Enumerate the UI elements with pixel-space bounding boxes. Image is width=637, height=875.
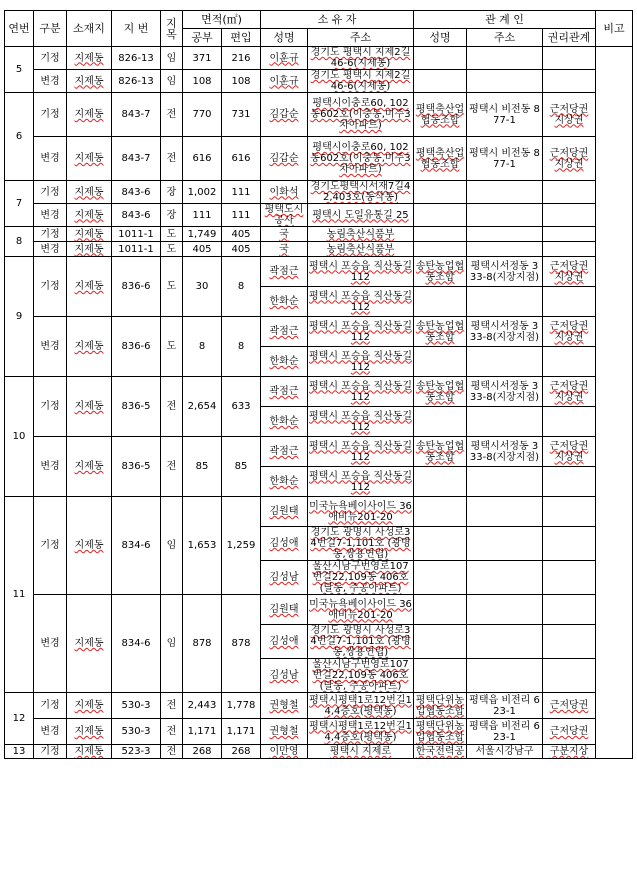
related-address: 평택시 비전동 877-1: [467, 137, 543, 181]
related-address: 평택읍 비전리 623-1: [467, 719, 543, 745]
row-area-official: 1,002: [183, 181, 222, 204]
owner-name: 김성남: [261, 561, 308, 595]
row-number: 9: [5, 257, 34, 377]
row-location: 지제동: [67, 377, 112, 437]
row-location: 지제동: [67, 93, 112, 137]
related-name: [414, 204, 467, 227]
related-name: 송탄농업협동조합: [414, 257, 467, 287]
row-kind: 변경: [34, 204, 67, 227]
row-lot: 523-3: [112, 745, 161, 759]
row-category: 도: [161, 317, 183, 377]
owner-address: 경기도 평택시 지제2길46-6(지제동): [308, 70, 414, 93]
owner-name: 권형철: [261, 719, 308, 745]
header-area-included: 편입: [222, 29, 261, 47]
row-category: 전: [161, 137, 183, 181]
owner-address: 경기도 평택시 지제2길46-6(지제동): [308, 47, 414, 70]
owner-name: 국: [261, 242, 308, 257]
row-area-included: 633: [222, 377, 261, 437]
owner-name: 이화석: [261, 181, 308, 204]
row-area-official: 268: [183, 745, 222, 759]
owner-address: 평택시 포승읍 직산동길 112: [308, 467, 414, 497]
table-row: [5, 437, 633, 467]
table-row: [5, 93, 633, 137]
row-area-official: 30: [183, 257, 222, 317]
owner-address: 평택시 지제로: [308, 745, 414, 759]
row-category: 장: [161, 181, 183, 204]
row-location: 지제동: [67, 745, 112, 759]
row-area-included: 1,259: [222, 497, 261, 595]
row-area-included: 216: [222, 47, 261, 70]
owner-name: 김성애: [261, 625, 308, 659]
header-kind: 구분: [34, 11, 67, 47]
row-location: 지제동: [67, 595, 112, 693]
related-address: [467, 242, 543, 257]
owner-name: 곽점근: [261, 257, 308, 287]
related-right: 근저당권 지상권: [543, 257, 596, 287]
table-row: [5, 745, 633, 759]
related-right: 근저당권: [543, 719, 596, 745]
related-name: [414, 659, 467, 693]
owner-address: 평택시이충로60, 102동602호(이충동,미주3차아파트): [308, 93, 414, 137]
owner-name: 평택도시공사: [261, 204, 308, 227]
row-category: 도: [161, 227, 183, 242]
row-number: 8: [5, 227, 34, 257]
related-right: [543, 287, 596, 317]
related-name: 평택축산업협동조합: [414, 93, 467, 137]
table-row: [5, 719, 633, 745]
related-address: [467, 181, 543, 204]
related-address: [467, 70, 543, 93]
related-name: [414, 70, 467, 93]
related-address: [467, 561, 543, 595]
row-area-official: 8: [183, 317, 222, 377]
related-name: [414, 527, 467, 561]
row-area-included: 85: [222, 437, 261, 497]
row-lot: 836-6: [112, 257, 161, 317]
row-category: 장: [161, 204, 183, 227]
row-area-included: 1,171: [222, 719, 261, 745]
owner-name: 김원태: [261, 595, 308, 625]
owner-name: 김갑순: [261, 93, 308, 137]
row-area-official: 1,653: [183, 497, 222, 595]
header-area: 면적(㎡): [183, 11, 261, 29]
table-row: [5, 137, 633, 181]
row-kind: 변경: [34, 437, 67, 497]
table-row: [5, 47, 633, 70]
row-category: 전: [161, 93, 183, 137]
related-name: 평택단위농업협동조합: [414, 693, 467, 719]
owner-name: 곽점근: [261, 317, 308, 347]
related-address: [467, 407, 543, 437]
row-kind: 변경: [34, 317, 67, 377]
table-row: [5, 317, 633, 347]
row-lot: 834-6: [112, 595, 161, 693]
row-area-official: 85: [183, 437, 222, 497]
related-address: [467, 204, 543, 227]
header-remark: 비고: [596, 11, 633, 47]
row-area-official: 371: [183, 47, 222, 70]
owner-address: 평택시이충로60, 102동602호(이충동,미주3차아파트): [308, 137, 414, 181]
related-name: [414, 467, 467, 497]
row-number: 6: [5, 93, 34, 181]
related-address: 서울시강남구: [467, 745, 543, 759]
related-name: 송탄농업협동조합: [414, 377, 467, 407]
row-area-official: 878: [183, 595, 222, 693]
owner-name: 국: [261, 227, 308, 242]
row-kind: 변경: [34, 242, 67, 257]
related-right: [543, 242, 596, 257]
row-lot: 836-5: [112, 437, 161, 497]
row-area-included: 111: [222, 204, 261, 227]
row-area-included: 405: [222, 227, 261, 242]
row-lot: 834-6: [112, 497, 161, 595]
table-row: [5, 204, 633, 227]
related-right: 근저당권 지상권: [543, 377, 596, 407]
related-address: [467, 527, 543, 561]
row-kind: 기정: [34, 227, 67, 242]
related-address: 평택시서정동 333-8(지장지점): [467, 317, 543, 347]
land-register-table: [4, 10, 633, 759]
row-lot: 836-6: [112, 317, 161, 377]
row-category: 임: [161, 47, 183, 70]
row-area-official: 1,749: [183, 227, 222, 242]
owner-address: 평택시 포승읍 직산동길 112: [308, 257, 414, 287]
row-location: 지제동: [67, 137, 112, 181]
row-category: 전: [161, 377, 183, 437]
related-address: [467, 625, 543, 659]
related-name: [414, 625, 467, 659]
related-right: [543, 527, 596, 561]
row-lot: 1011-1: [112, 227, 161, 242]
owner-address: 미국뉴욕베이사이드 36 애비뉴201-20: [308, 595, 414, 625]
related-name: [414, 287, 467, 317]
table-row: [5, 242, 633, 257]
row-location: 지제동: [67, 227, 112, 242]
row-lot: 530-3: [112, 693, 161, 719]
row-number: 12: [5, 693, 34, 745]
row-location: 지제동: [67, 497, 112, 595]
owner-address: 평택시 포승읍 직산동길 112: [308, 347, 414, 377]
header-rel-name: 성명: [414, 29, 467, 47]
row-area-official: 405: [183, 242, 222, 257]
related-name: [414, 595, 467, 625]
related-name: 한국전력공: [414, 745, 467, 759]
related-name: 송탄농업협동조합: [414, 317, 467, 347]
row-area-official: 770: [183, 93, 222, 137]
row-kind: 기정: [34, 377, 67, 437]
row-location: 지제동: [67, 47, 112, 70]
row-area-official: 111: [183, 204, 222, 227]
owner-name: 이만영: [261, 745, 308, 759]
owner-name: 곽점근: [261, 437, 308, 467]
owner-name: 한화순: [261, 287, 308, 317]
row-category: 임: [161, 595, 183, 693]
row-number: 10: [5, 377, 34, 497]
header-location: 소재지: [67, 11, 112, 47]
remark-column: [596, 47, 633, 759]
related-right: 근저당권 지상권: [543, 93, 596, 137]
related-right: 근저당권: [543, 693, 596, 719]
related-name: [414, 181, 467, 204]
row-category: 임: [161, 70, 183, 93]
row-area-official: 2,443: [183, 693, 222, 719]
row-area-included: 731: [222, 93, 261, 137]
related-address: 평택시서정동 333-8(지장지점): [467, 377, 543, 407]
row-number: 7: [5, 181, 34, 227]
row-location: 지제동: [67, 70, 112, 93]
table-row: [5, 257, 633, 287]
related-address: [467, 497, 543, 527]
row-lot: 843-7: [112, 93, 161, 137]
row-location: 지제동: [67, 693, 112, 719]
row-area-included: 405: [222, 242, 261, 257]
row-kind: 기정: [34, 693, 67, 719]
row-category: 전: [161, 719, 183, 745]
owner-name: 이훈규: [261, 70, 308, 93]
related-address: 평택읍 비전리 623-1: [467, 693, 543, 719]
related-right: [543, 561, 596, 595]
row-number: 5: [5, 47, 34, 93]
related-name: [414, 242, 467, 257]
related-right: [543, 347, 596, 377]
row-kind: 변경: [34, 137, 67, 181]
related-address: [467, 659, 543, 693]
owner-name: 한화순: [261, 347, 308, 377]
related-address: [467, 47, 543, 70]
owner-address: 미국뉴욕베이사이드 36 애비뉴201-20: [308, 497, 414, 527]
related-right: [543, 70, 596, 93]
related-right: [543, 204, 596, 227]
related-right: [543, 181, 596, 204]
related-right: 근저당권 지상권: [543, 317, 596, 347]
related-name: [414, 227, 467, 242]
related-right: [543, 497, 596, 527]
owner-address: 농림축산식품부: [308, 242, 414, 257]
row-area-included: 878: [222, 595, 261, 693]
row-category: 도: [161, 242, 183, 257]
row-lot: 836-5: [112, 377, 161, 437]
header-area-official: 공부: [183, 29, 222, 47]
owner-address: 경기도평택시서재7길42,403호(동삭동): [308, 181, 414, 204]
related-address: 평택시서정동 333-8(지장지점): [467, 437, 543, 467]
row-number: 11: [5, 497, 34, 693]
row-lot: 843-6: [112, 181, 161, 204]
owner-address: 평택시 포승읍 직산동길 112: [308, 287, 414, 317]
row-area-included: 8: [222, 257, 261, 317]
row-area-included: 268: [222, 745, 261, 759]
related-right: [543, 625, 596, 659]
related-right: [543, 659, 596, 693]
related-address: 평택시 비전동 877-1: [467, 93, 543, 137]
related-right: 구분지상: [543, 745, 596, 759]
row-area-included: 1,778: [222, 693, 261, 719]
row-area-included: 8: [222, 317, 261, 377]
related-address: [467, 467, 543, 497]
header-category: 지목: [161, 11, 183, 47]
owner-address: 평택시 포승읍 직산동길 112: [308, 407, 414, 437]
table-row: [5, 377, 633, 407]
row-area-official: 1,171: [183, 719, 222, 745]
row-kind: 변경: [34, 595, 67, 693]
row-location: 지제동: [67, 181, 112, 204]
owner-address: 울산시남구번영로107번길22,109동 406호 (달동, 주공아파트): [308, 659, 414, 693]
row-area-included: 616: [222, 137, 261, 181]
related-address: [467, 595, 543, 625]
table-row: [5, 181, 633, 204]
row-lot: 843-7: [112, 137, 161, 181]
table-row: [5, 497, 633, 527]
row-kind: 기정: [34, 257, 67, 317]
owner-address: 평택시 포승읍 직산동길 112: [308, 317, 414, 347]
owner-name: 한화순: [261, 467, 308, 497]
row-area-included: 111: [222, 181, 261, 204]
owner-address: 평택시평택1로12번길14,4층호(평택동): [309, 694, 412, 717]
row-area-official: 108: [183, 70, 222, 93]
related-right: [543, 467, 596, 497]
row-kind: 변경: [34, 70, 67, 93]
owner-address: 평택시 도일유통길 25: [308, 204, 414, 227]
table-body: [5, 47, 633, 759]
owner-name: 김갑순: [261, 137, 308, 181]
row-category: 임: [161, 497, 183, 595]
row-category: 전: [161, 437, 183, 497]
related-right: [543, 595, 596, 625]
row-location: 지제동: [67, 437, 112, 497]
row-area-official: 616: [183, 137, 222, 181]
related-right: [543, 227, 596, 242]
owner-name: 김성남: [261, 659, 308, 693]
related-name: 평택축산업협동조합: [414, 137, 467, 181]
owner-address: 울산시남구번영로107번길22,109동 406호 (달동, 주공아파트): [308, 561, 414, 595]
related-name: [414, 347, 467, 377]
related-right: [543, 47, 596, 70]
related-name: 송탄농업협동조합: [414, 437, 467, 467]
related-address: [467, 287, 543, 317]
owner-address: 농림축산식품부: [308, 227, 414, 242]
row-kind: 변경: [34, 719, 67, 745]
related-name: [414, 407, 467, 437]
row-number: 13: [5, 745, 34, 759]
related-address: 평택시서정동 333-8(지장지점): [467, 257, 543, 287]
owner-address: 평택시평택1로12번길14,4층호(평택동): [309, 720, 412, 743]
header-rel-right: 권리관계: [543, 29, 596, 47]
row-category: 도: [161, 257, 183, 317]
header-owner-name: 성명: [261, 29, 308, 47]
owner-address: 경기도 광명시 사성로34번길7-1,101호 (광명동,쌍용연립): [308, 625, 414, 659]
row-kind: 기정: [34, 47, 67, 70]
owner-address: 평택시 포승읍 직산동길 112: [308, 377, 414, 407]
row-lot: 530-3: [112, 719, 161, 745]
row-area-included: 108: [222, 70, 261, 93]
row-kind: 기정: [34, 181, 67, 204]
table-row: [5, 70, 633, 93]
header-owner: 소 유 자: [261, 11, 414, 29]
table-row: [5, 693, 633, 719]
row-kind: 기정: [34, 93, 67, 137]
owner-name: 한화순: [261, 407, 308, 437]
row-lot: 826-13: [112, 47, 161, 70]
owner-name: 김성애: [261, 527, 308, 561]
owner-name: 김원태: [261, 497, 308, 527]
owner-address: 평택시 포승읍 직산동길 112: [308, 437, 414, 467]
header-lot: 지 번: [112, 11, 161, 47]
related-right: 근저당권 지상권: [543, 137, 596, 181]
row-location: 지제동: [67, 719, 112, 745]
related-address: [467, 227, 543, 242]
row-location: 지제동: [67, 257, 112, 317]
related-right: [543, 407, 596, 437]
header-owner-addr: 주소: [308, 29, 414, 47]
row-location: 지제동: [67, 204, 112, 227]
header-rel-addr: 주소: [467, 29, 543, 47]
owner-name: 권형철: [261, 693, 308, 719]
owner-name: 곽점근: [261, 377, 308, 407]
header-related: 관 계 인: [414, 11, 596, 29]
row-area-official: 2,654: [183, 377, 222, 437]
header-no: 연번: [5, 11, 34, 47]
related-address: [467, 347, 543, 377]
related-name: [414, 497, 467, 527]
row-kind: 기정: [34, 745, 67, 759]
row-lot: 843-6: [112, 204, 161, 227]
row-lot: 826-13: [112, 70, 161, 93]
table-row: [5, 595, 633, 625]
owner-name: 이훈규: [261, 47, 308, 70]
row-location: 지제동: [67, 242, 112, 257]
row-kind: 기정: [34, 497, 67, 595]
related-name: [414, 561, 467, 595]
related-name: [414, 47, 467, 70]
row-category: 전: [161, 693, 183, 719]
related-name: 평택단위농업협동조합: [414, 719, 467, 745]
owner-address: 경기도 광명시 사성로34번길7-1,101호 (광명동,쌍용연립): [308, 527, 414, 561]
row-lot: 1011-1: [112, 242, 161, 257]
row-category: 전: [161, 745, 183, 759]
related-right: 근저당권 지상권: [543, 437, 596, 467]
row-location: 지제동: [67, 317, 112, 377]
table-row: [5, 227, 633, 242]
